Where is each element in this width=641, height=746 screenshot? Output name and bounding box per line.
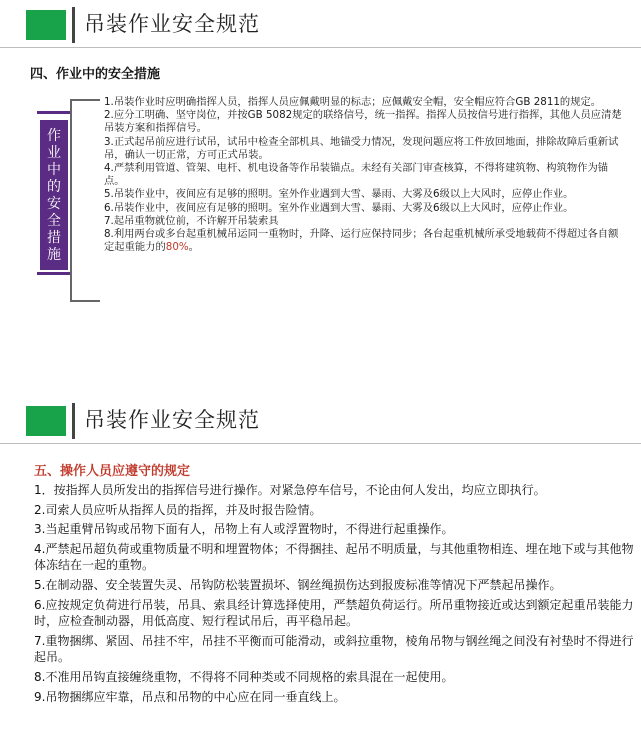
measures-list: [104, 96, 624, 254]
list-item: 6.应按规定负荷进行吊装，吊具、索具经计算选择使用，严禁超负荷运行。所吊重物接近或达到额定起重吊装能力时，应检查制动器，用低高度、短行程试吊后，再平稳吊起。: [34, 597, 634, 629]
header-divider: [72, 403, 75, 439]
header-divider: [72, 7, 75, 43]
vertical-label-char: 的: [47, 179, 61, 195]
vertical-label-char: 全: [47, 213, 61, 229]
list-item: [104, 228, 624, 254]
section-title: 四、作业中的安全措施: [30, 67, 161, 82]
item-8-text: 8.利用两台或多台起重机械吊运同一重物时，升降、运行应保持同步；各台起重机械所承受地载荷不得超过各自额定起重能力的: [104, 228, 619, 254]
vertical-label-char: 措: [47, 230, 61, 246]
rules-list: [34, 482, 634, 708]
header-title: 吊装作业安全规范: [84, 408, 260, 432]
list-item: 8.不准用吊钩直接缠绕重物，不得将不同种类或不同规格的索具混在一起使用。: [34, 669, 454, 684]
vertical-label-char: 业: [47, 145, 61, 161]
item-8-tail: 。: [188, 241, 199, 254]
slide-1-header: [0, 0, 641, 52]
list-item: 2.应分工明确、坚守岗位，并按GB 5082规定的联络信号，统一指挥。指挥人员按信号进行指挥，其他人员应清楚吊装方案和指挥信号。: [104, 109, 622, 135]
header-rule: [0, 47, 641, 48]
list-item: 7.起吊重物就位前，不许解开吊装索具: [104, 214, 279, 227]
bracket-top: [37, 111, 71, 114]
section-title: 五、操作人员应遵守的规定: [34, 464, 191, 479]
list-item: 2.司索人员应听从指挥人员的指挥，并及时报告险情。: [34, 502, 322, 517]
list-item: 5.吊装作业中，夜间应有足够的照明。室外作业遇到大雪、暴雨、大雾及6级以上大风时，应停止作业。: [104, 188, 574, 201]
slide-gap: [0, 355, 641, 396]
connector-tick: [70, 99, 100, 101]
list-item: 1．按指挥人员所发出的指挥信号进行操作。对紧急停车信号，不论由何人发出，均应立即执行。: [34, 483, 546, 497]
green-accent-block: [26, 10, 66, 40]
slide-2: [0, 396, 641, 746]
list-item: 7.重物捆绑、紧固、吊挂不牢，吊挂不平衡而可能滑动，或斜拉重物，棱角吊物与钢丝绳之间没有衬垫时不得进行起吊。: [34, 633, 634, 665]
list-item: 3.正式起吊前应进行试吊，试吊中检查全部机具、地锚受力情况，发现问题应将工件放回地面，排除故障后重新试吊，确认一切正常，方可正式吊装。: [104, 135, 619, 161]
vertical-label-char: 安: [47, 196, 61, 212]
slide-1: [0, 0, 641, 355]
list-item: 4.严禁利用管道、管架、电杆、机电设备等作吊装锚点。未经有关部门审查核算，不得将建筑物、构筑物作为锚点。: [104, 162, 609, 188]
header-rule: [0, 443, 641, 444]
list-item: 4.严禁起吊超负荷或重物质量不明和埋置物体；不得捆挂、起吊不明质量，与其他重物相连、埋在地下或与其他物体冻结在一起的重物。: [34, 541, 634, 573]
slide-2-header: [0, 396, 641, 448]
bracket-bottom: [37, 272, 71, 275]
vertical-label-box: [40, 120, 68, 270]
item-8-highlight: 80%: [165, 241, 189, 254]
list-item: 9.吊物捆绑应牢靠，吊点和吊物的中心应在同一垂直线上。: [34, 689, 346, 704]
vertical-label-char: 施: [47, 247, 61, 263]
connector-tick: [70, 300, 100, 302]
vertical-label-char: 作: [47, 128, 61, 144]
list-item: 3.当起重臂吊钩或吊物下面有人，吊物上有人或浮置物时，不得进行起重操作。: [34, 522, 454, 537]
list-item: 6.吊装作业中，夜间应有足够的照明。室外作业遇到大雪、暴雨、大雾及6级以上大风时，应停止作业。: [104, 201, 574, 214]
list-item: 5.在制动器、安全装置失灵、吊钩防松装置损坏、钢丝绳损伤达到报废标准等情况下严禁起吊操作。: [34, 577, 562, 592]
green-accent-block: [26, 406, 66, 436]
list-item: 1.吊装作业时应明确指挥人员，指挥人员应佩戴明显的标志；应佩戴安全帽，安全帽应符合GB 2811的规定。: [104, 96, 602, 108]
header-title: 吊装作业安全规范: [84, 12, 260, 36]
connector-line: [70, 99, 72, 302]
vertical-label-char: 中: [47, 162, 61, 178]
